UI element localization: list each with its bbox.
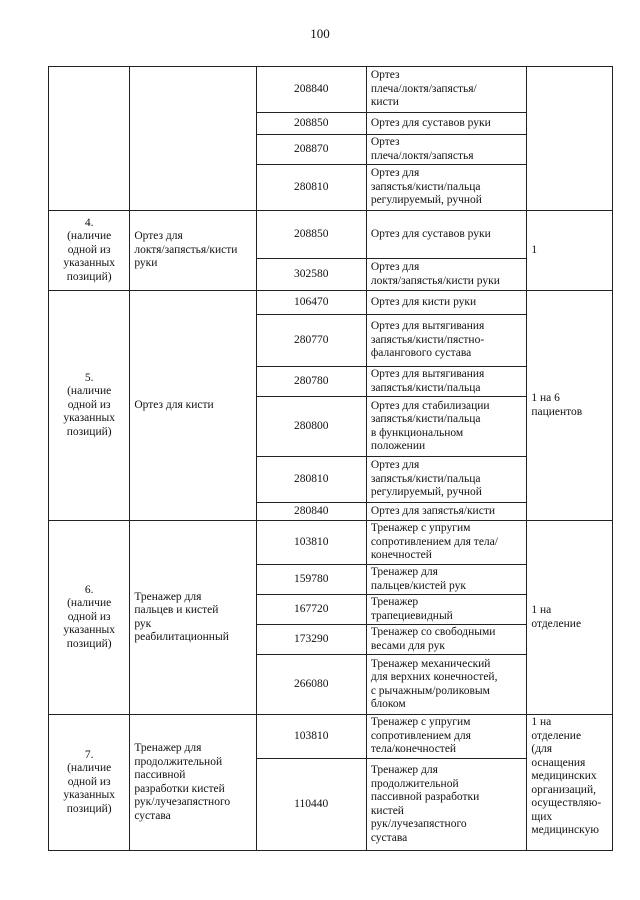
item-code-cell: 208850 (256, 211, 366, 259)
position-cell: 4. (наличие одной из указанных позиций) (49, 211, 130, 291)
item-name-cell: Ортез плеча/локтя/запястья/ кисти (366, 67, 527, 113)
table-row (49, 521, 613, 565)
equipment-name-cell: Тренажер для пальцев и кистей рук реабилитационный (130, 521, 256, 715)
position-cell: 6. (наличие одной из указанных позиций) (49, 521, 130, 715)
quantity-cell: 1 (527, 211, 613, 291)
position-cell: 7. (наличие одной из указанных позиций) (49, 715, 130, 851)
item-name-cell: Ортез для запястья/кисти/пальца регулируемый, ручной (366, 165, 527, 211)
item-code-cell: 302580 (256, 259, 366, 291)
item-name-cell: Ортез для суставов руки (366, 211, 527, 259)
item-name-cell: Ортез для запястья/кисти (366, 503, 527, 521)
equipment-name-cell: Ортез для кисти (130, 291, 256, 521)
item-name-cell: Тренажер с упругим сопротивлением для тела/конечностей (366, 715, 527, 759)
item-name-cell: Ортез для запястья/кисти/пальца регулируемый, ручной (366, 457, 527, 503)
item-name-cell: Тренажер трапециевидный (366, 595, 527, 625)
item-code-cell: 280780 (256, 367, 366, 397)
item-code-cell: 208850 (256, 113, 366, 135)
item-name-cell: Ортез для кисти руки (366, 291, 527, 315)
item-name-cell: Ортез для локтя/запястья/кисти руки (366, 259, 527, 291)
quantity-cell: 1 на отделение (527, 521, 613, 715)
equipment-table (48, 66, 613, 851)
item-code-cell: 280840 (256, 503, 366, 521)
item-code-cell: 266080 (256, 655, 366, 715)
item-name-cell: Тренажер для пальцев/кистей рук (366, 565, 527, 595)
page-number: 100 (310, 26, 330, 41)
item-name-cell: Тренажер с упругим сопротивлением для тела/ конечностей (366, 521, 527, 565)
item-code-cell: 173290 (256, 625, 366, 655)
item-code-cell: 103810 (256, 715, 366, 759)
item-code-cell: 167720 (256, 595, 366, 625)
item-name-cell: Тренажер для продолжительной пассивной разработки кистей рук/лучезапястного сустава (366, 759, 527, 851)
item-code-cell: 159780 (256, 565, 366, 595)
equipment-name-cell: Ортез для локтя/запястья/кисти руки (130, 211, 256, 291)
item-code-cell: 208840 (256, 67, 366, 113)
item-code-cell: 208870 (256, 135, 366, 165)
item-name-cell: Ортез для суставов руки (366, 113, 527, 135)
item-code-cell: 106470 (256, 291, 366, 315)
item-name-cell: Тренажер механический для верхних конечностей, с рычажным/роликовым блоком (366, 655, 527, 715)
equipment-name-cell (130, 67, 256, 211)
table-row (49, 211, 613, 259)
item-name-cell: Тренажер со свободными весами для рук (366, 625, 527, 655)
item-code-cell: 280800 (256, 397, 366, 457)
quantity-cell: 1 на 6 пациентов (527, 291, 613, 521)
item-code-cell: 110440 (256, 759, 366, 851)
item-name-cell: Ортез плеча/локтя/запястья (366, 135, 527, 165)
item-code-cell: 280810 (256, 165, 366, 211)
quantity-cell: 1 на отделение (для оснащения медицинских организаций, осуществляю- щих медицинскую (527, 715, 613, 851)
item-name-cell: Ортез для вытягивания запястья/кисти/пястно- фалангового сустава (366, 315, 527, 367)
table-row (49, 67, 613, 113)
item-code-cell: 103810 (256, 521, 366, 565)
table-row (49, 291, 613, 315)
position-cell: 5. (наличие одной из указанных позиций) (49, 291, 130, 521)
item-code-cell: 280810 (256, 457, 366, 503)
item-name-cell: Ортез для вытягивания запястья/кисти/пальца (366, 367, 527, 397)
position-cell (49, 67, 130, 211)
equipment-name-cell: Тренажер для продолжительной пассивной разработки кистей рук/лучезапястного сустава (130, 715, 256, 851)
table-row (49, 715, 613, 759)
item-name-cell: Ортез для стабилизации запястья/кисти/пальца в функциональном положении (366, 397, 527, 457)
item-code-cell: 280770 (256, 315, 366, 367)
quantity-cell (527, 67, 613, 211)
